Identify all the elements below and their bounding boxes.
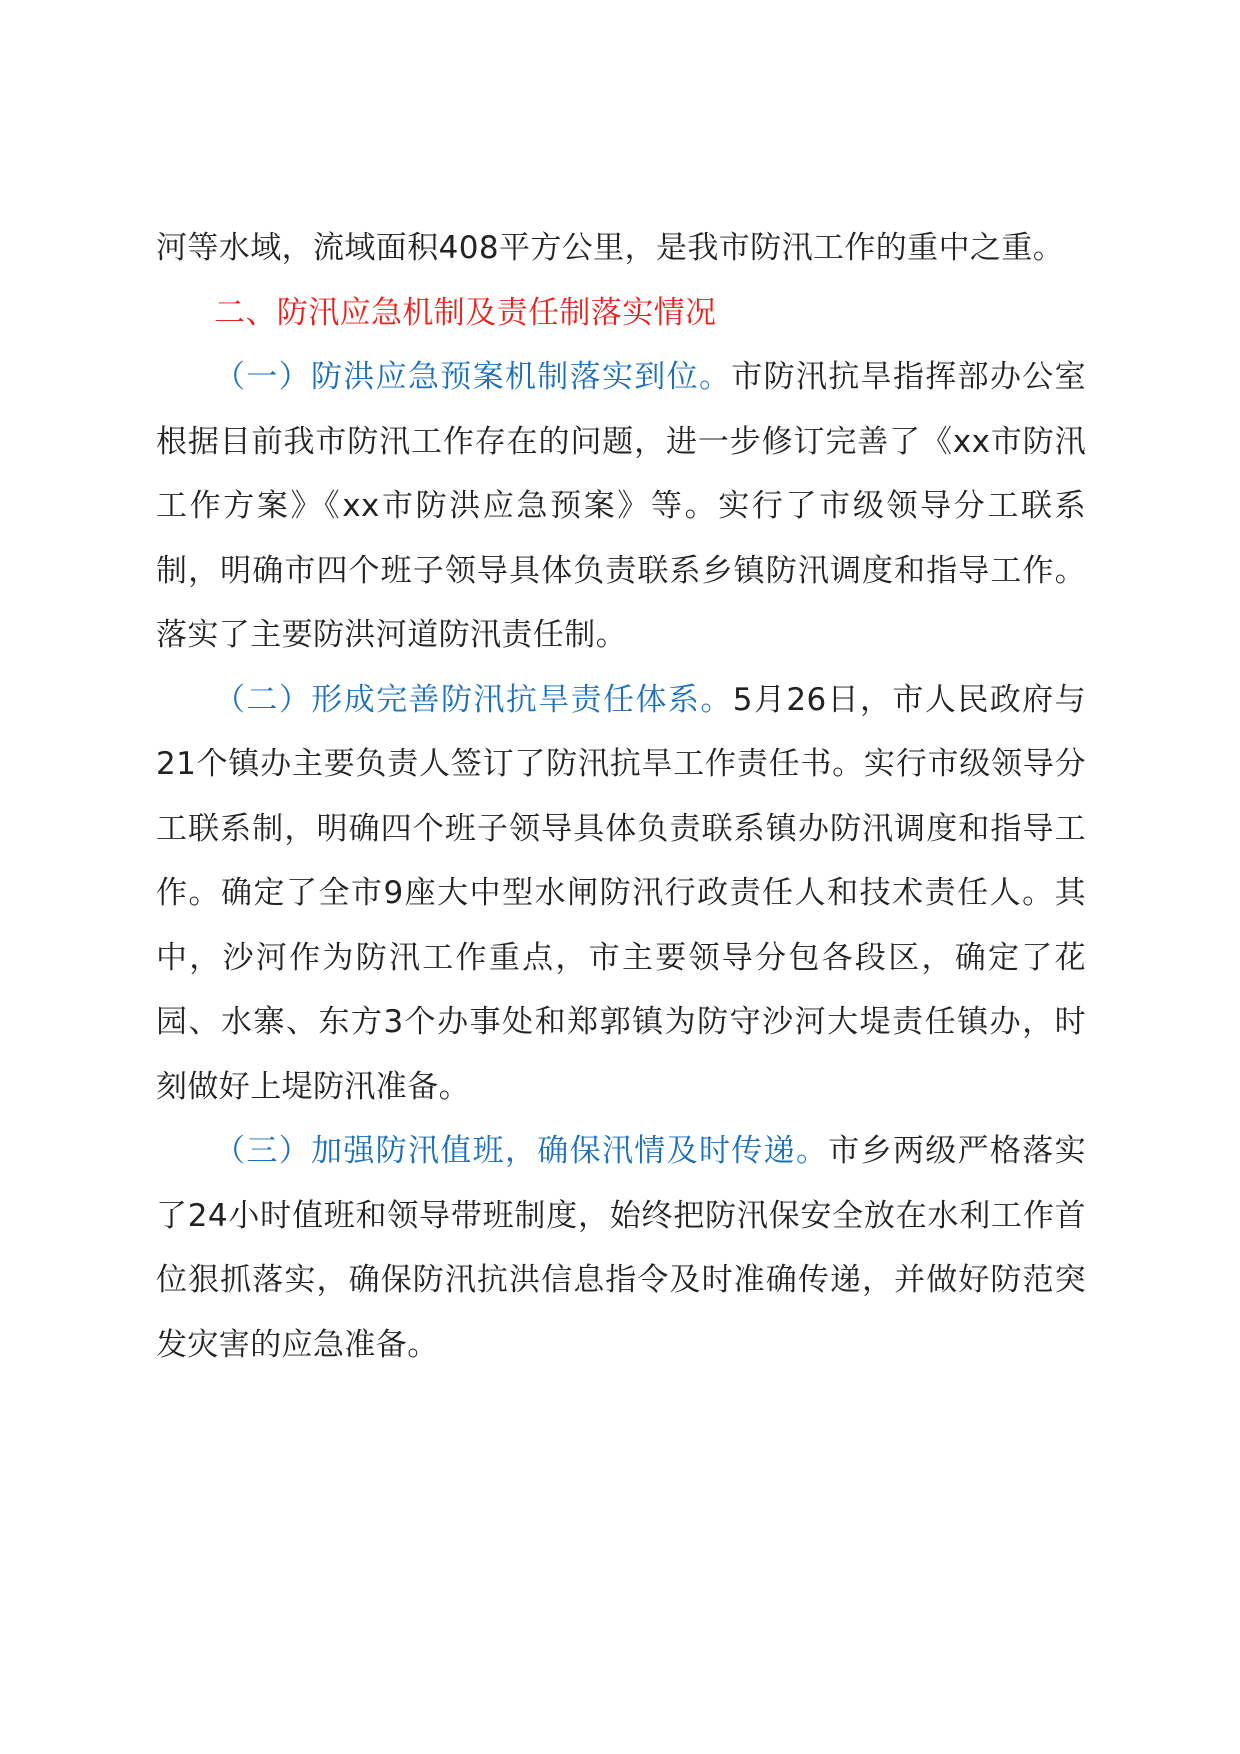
item-paragraph-3 <box>156 1119 1086 1377</box>
item-heading-2: （二）形成完善防汛抗旱责任体系。 <box>214 681 733 718</box>
item-heading-3: （三）加强防汛值班，确保汛情及时传递。 <box>214 1133 829 1169</box>
item-paragraph-2 <box>156 668 1086 1120</box>
item-body-3: 市乡两级严格落实了24小时值班和领导带班制度，始终把防汛保安全放在水利工作首位狠抓落实，确保防汛抗洪信息指令及时准确传递，并做好防范突发灾害的应急准备。 <box>156 1133 1086 1363</box>
intro-paragraph: 河等水域，流域面积408平方公里，是我市防汛工作的重中之重。 <box>156 230 1065 266</box>
document-body <box>156 216 1086 1377</box>
item-body-2: 5月26日，市人民政府与21个镇办主要负责人签订了防汛抗旱工作责任书。实行市级领导分工联系制，明确四个班子领导具体负责联系镇办防汛调度和指导工作。确定了全市9座大中型水闸防汛行政责任人和技术责任人。其中，沙河作为防汛工作重点，市主要领导分包各段区，确定了花园、水寨、东方3个办事处和郑郭镇为防守沙河大堤责任镇办，时刻做好上堤防汛准备。 <box>156 681 1087 1105</box>
item-body-1: 市防汛抗旱指挥部办公室根据目前我市防汛工作存在的问题，进一步修订完善了《xx市防汛工作方案》《xx市防洪应急预案》等。实行了市级领导分工联系制，明确市四个班子领导具体负责联系乡镇防汛调度和指导工作。落实了主要防洪河道防汛责任制。 <box>156 359 1086 653</box>
item-heading-1: （一）防洪应急预案机制落实到位。 <box>214 359 732 395</box>
item-paragraph-1 <box>156 345 1086 668</box>
section-heading: 二、防汛应急机制及责任制落实情况 <box>214 294 717 331</box>
